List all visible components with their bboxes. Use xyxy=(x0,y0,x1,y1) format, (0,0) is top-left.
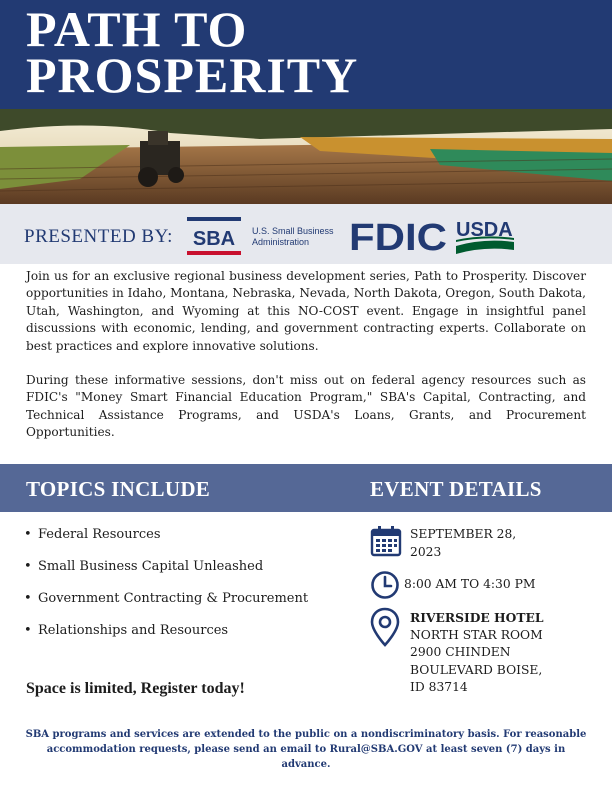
clock-icon xyxy=(370,570,400,600)
topics-heading: TOPICS INCLUDE xyxy=(26,477,211,501)
fdic-logo xyxy=(349,216,449,256)
venue-name: RIVERSIDE HOTEL xyxy=(410,610,544,625)
sba-logo xyxy=(186,216,242,256)
event-date: SEPTEMBER 28, 2023 xyxy=(410,527,517,559)
usda-logo-text: USDA xyxy=(456,219,513,241)
section-heading-band xyxy=(0,464,612,512)
presented-by-bar xyxy=(0,204,612,264)
location-pin-icon xyxy=(370,607,400,647)
event-time: 8:00 AM TO 4:30 PM xyxy=(404,577,536,591)
sba-name xyxy=(252,226,334,248)
event-details-heading: EVENT DETAILS xyxy=(370,477,542,501)
topic-item: • Federal Resources xyxy=(24,527,354,559)
intro-paragraph-1: Join us for an exclusive regional business development series, Path to Prosperity. Discover opportunities in Idaho, Montana, Nebraska, Nevada, North Dakota, Oregon, South Dakota, Utah, Washington, and Wyoming at this NO-COST event. Engage in insightful panel discussions with economic, lending, and government contracting experts. Collaborate on best practices and explore innovative solutions. xyxy=(26,269,586,353)
topic-item: • Government Contracting & Procurement xyxy=(24,591,354,623)
title-line-1: PATH TO xyxy=(26,1,248,57)
venue-address: 2900 CHINDEN BOULEVARD BOISE, ID 83714 xyxy=(410,645,543,694)
calendar-icon xyxy=(370,525,402,557)
event-venue xyxy=(410,609,560,697)
presented-by-label: PRESENTED BY: xyxy=(24,226,173,247)
usda-logo xyxy=(454,216,516,258)
topic-item: • Relationships and Resources xyxy=(24,623,354,655)
page-title xyxy=(26,1,359,103)
sba-name-line-1: U.S. Small Business xyxy=(252,226,334,236)
topics-list xyxy=(24,527,354,655)
sba-name-line-2: Administration xyxy=(252,237,310,247)
topic-item: • Small Business Capital Unleashed xyxy=(24,559,354,591)
fdic-logo-text: FDIC xyxy=(349,217,447,256)
intro-paragraph-2: During these informative sessions, don't miss out on federal agency resources such as FDIC's "Money Smart Financial Education Program," SBA's Capital, Contracting, and Technical Assistance Programs, and USDA's Loans, Grants, and Procurement Opportunities. xyxy=(26,373,586,440)
register-callout: Space is limited, Register today! xyxy=(26,680,245,697)
sba-logo-text: SBA xyxy=(192,228,236,250)
header-banner xyxy=(0,0,612,109)
footer-notice: SBA programs and services are extended to the public on a nondiscriminatory basis. For reasonable accommodation requests, please send an email to Rural@SBA.GOV at least seven (7) days in advance. xyxy=(25,729,587,770)
venue-room: NORTH STAR ROOM xyxy=(410,627,543,642)
farm-field-photo xyxy=(0,109,612,204)
title-line-2: PROSPERITY xyxy=(26,47,359,103)
intro-text xyxy=(26,268,586,442)
